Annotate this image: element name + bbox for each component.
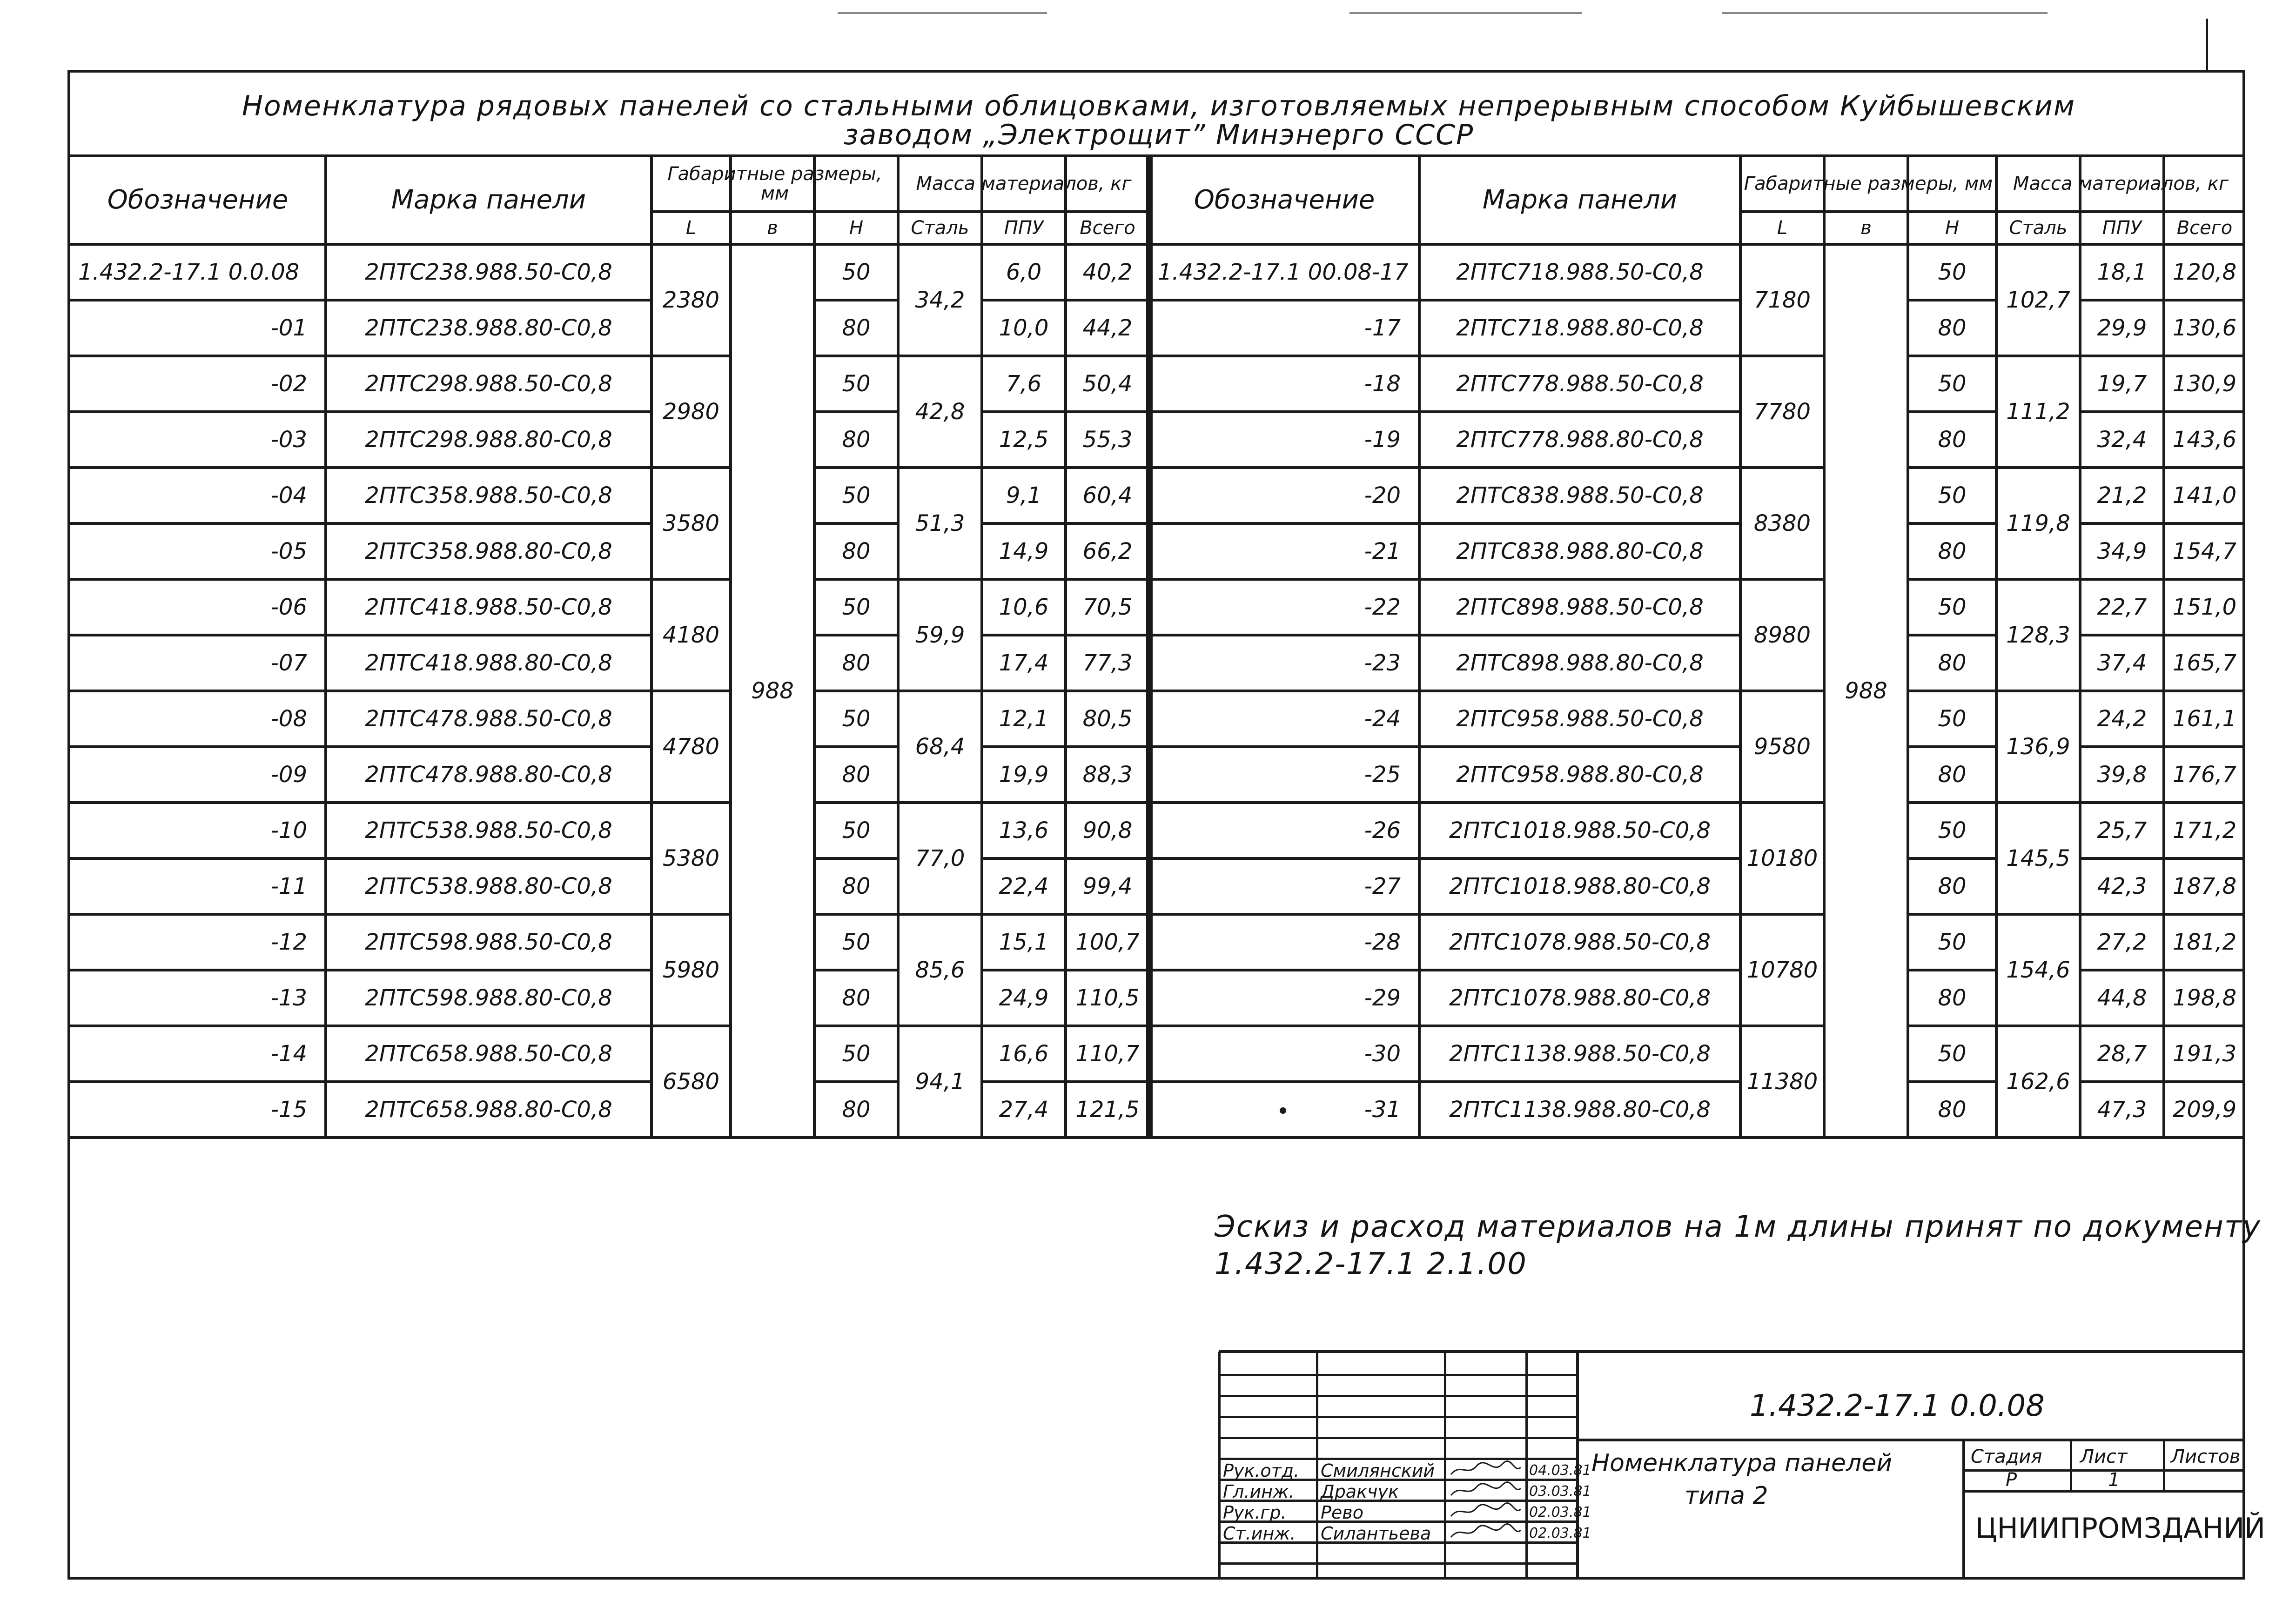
total-mass-cell: 88,3: [1082, 762, 1133, 788]
steel-mass-cell: 154,6: [2006, 957, 2070, 983]
right-header-H: Н: [1945, 217, 1960, 239]
signature-mark: [1449, 1460, 1523, 1479]
total-mass-cell: 55,3: [1082, 427, 1133, 453]
stamp-rule: [1219, 1395, 1578, 1397]
left-header-ppu: ППУ: [1004, 217, 1044, 239]
steel-mass-cell: 34,2: [915, 287, 965, 313]
panel-mark-cell: 2ПТС238.988.80-С0,8: [365, 315, 612, 341]
ppu-cell: 9,1: [1006, 482, 1042, 509]
left-header-vsego: Всего: [1080, 217, 1135, 239]
signer-name: Рево: [1321, 1502, 1363, 1523]
ppu-cell: 22,7: [2097, 594, 2147, 620]
list-label: Лист: [2080, 1446, 2128, 1467]
ppu-cell: 15,1: [999, 929, 1049, 955]
sign-date: 04.03.81: [1529, 1462, 1591, 1479]
ppu-cell: 24,2: [2097, 706, 2147, 732]
ppu-cell: 12,5: [999, 427, 1049, 453]
total-mass-cell: 198,8: [2172, 985, 2237, 1011]
ppu-cell: 28,7: [2097, 1041, 2147, 1067]
panel-mark-cell: 2ПТС1138.988.50-С0,8: [1449, 1041, 1711, 1067]
designation-cell: -20: [1364, 482, 1401, 509]
panel-mark-cell: 2ПТС718.988.80-С0,8: [1456, 315, 1704, 341]
left-header-B: в: [767, 217, 778, 239]
steel-mass-cell: 94,1: [915, 1069, 965, 1095]
signer-name: Дракчук: [1321, 1481, 1399, 1502]
length-cell: 5980: [662, 957, 720, 983]
height-cell: 50: [1938, 594, 1967, 620]
total-mass-cell: 161,1: [2172, 706, 2237, 732]
signature-mark: [1449, 1481, 1523, 1500]
ppu-cell: 22,4: [999, 873, 1049, 899]
height-cell: 50: [842, 594, 871, 620]
panel-mark-cell: 2ПТС298.988.50-С0,8: [365, 371, 612, 397]
right-header-massa: Масса материалов, кг: [2013, 173, 2229, 194]
designation-cell: -26: [1364, 817, 1401, 844]
total-mass-cell: 141,0: [2172, 482, 2237, 509]
height-cell: 80: [1938, 985, 1967, 1011]
ppu-cell: 14,9: [999, 538, 1049, 564]
length-cell: 4180: [662, 622, 720, 648]
left-header-oboznachenie: Обозначение: [107, 184, 289, 215]
steel-mass-cell: 145,5: [2006, 845, 2070, 871]
stamp-rule: [1219, 1562, 1578, 1565]
steel-mass-cell: 102,7: [2006, 287, 2070, 313]
panel-mark-cell: 2ПТС838.988.50-С0,8: [1456, 482, 1704, 509]
designation-cell: -09: [270, 762, 307, 788]
stamp-rule: [1962, 1440, 1965, 1580]
length-cell: 11380: [1746, 1069, 1818, 1095]
signer-name: Силантьева: [1321, 1523, 1431, 1544]
ppu-cell: 10,0: [999, 315, 1049, 341]
steel-mass-cell: 51,3: [915, 510, 965, 536]
sheet-corner-mark: [2206, 19, 2208, 70]
total-mass-cell: 99,4: [1082, 873, 1133, 899]
stamp-rule: [1219, 1458, 1578, 1460]
height-cell: 80: [842, 650, 871, 676]
total-mass-cell: 110,7: [1075, 1041, 1140, 1067]
panel-mark-cell: 2ПТС478.988.80-С0,8: [365, 762, 612, 788]
panel-mark-cell: 2ПТС478.988.50-С0,8: [365, 706, 612, 732]
total-mass-cell: 90,8: [1082, 817, 1133, 844]
height-cell: 50: [1938, 259, 1967, 285]
ppu-cell: 7,6: [1006, 371, 1042, 397]
sheet-top-edge: [1722, 12, 2048, 14]
stamp-rule: [1219, 1374, 1578, 1376]
right-header-gabarit: Габаритные размеры, мм: [1744, 173, 1993, 194]
total-mass-cell: 120,8: [2172, 259, 2237, 285]
total-mass-cell: 66,2: [1082, 538, 1133, 564]
panel-mark-cell: 2ПТС658.988.50-С0,8: [365, 1041, 612, 1067]
designation-cell: -15: [270, 1097, 307, 1123]
height-cell: 80: [842, 1097, 871, 1123]
panel-mark-cell: 2ПТС778.988.80-С0,8: [1456, 427, 1704, 453]
right-header-stal: Сталь: [2009, 217, 2068, 239]
sign-date: 02.03.81: [1529, 1525, 1591, 1541]
document-number: 1.432.2-17.1 0.0.08: [1750, 1389, 2045, 1423]
length-cell: 10180: [1746, 845, 1818, 871]
height-cell: 50: [842, 371, 871, 397]
designation-cell: -22: [1364, 594, 1401, 620]
designation-cell: -24: [1364, 706, 1401, 732]
total-mass-cell: 187,8: [2172, 873, 2237, 899]
ppu-cell: 39,8: [2097, 762, 2147, 788]
ppu-cell: 16,6: [999, 1041, 1049, 1067]
panel-mark-cell: 2ПТС838.988.80-С0,8: [1456, 538, 1704, 564]
width-cell: 988: [1845, 678, 1887, 704]
panel-mark-cell: 2ПТС658.988.80-С0,8: [365, 1097, 612, 1123]
total-mass-cell: 143,6: [2172, 427, 2237, 453]
steel-mass-cell: 77,0: [915, 845, 965, 871]
panel-mark-cell: 2ПТС538.988.50-С0,8: [365, 817, 612, 844]
steel-mass-cell: 85,6: [915, 957, 965, 983]
height-cell: 80: [1938, 762, 1967, 788]
total-mass-cell: 44,2: [1082, 315, 1133, 341]
panel-mark-cell: 2ПТС1138.988.80-С0,8: [1449, 1097, 1711, 1123]
designation-cell: -06: [270, 594, 307, 620]
ppu-cell: 19,9: [999, 762, 1049, 788]
height-cell: 50: [842, 1041, 871, 1067]
signer-name: Смилянский: [1321, 1460, 1435, 1481]
total-mass-cell: 165,7: [2172, 650, 2237, 676]
panel-mark-cell: 2ПТС238.988.50-С0,8: [365, 259, 612, 285]
ppu-cell: 47,3: [2097, 1097, 2147, 1123]
total-mass-cell: 181,2: [2172, 929, 2237, 955]
panel-mark-cell: 2ПТС898.988.50-С0,8: [1456, 594, 1704, 620]
signature-mark: [1449, 1502, 1523, 1521]
height-cell: 80: [1938, 427, 1967, 453]
total-mass-cell: 130,6: [2172, 315, 2237, 341]
length-cell: 7780: [1753, 399, 1811, 425]
total-mass-cell: 171,2: [2172, 817, 2237, 844]
designation-cell: -05: [270, 538, 307, 564]
ppu-cell: 6,0: [1006, 259, 1042, 285]
ppu-cell: 32,4: [2097, 427, 2147, 453]
total-mass-cell: 121,5: [1075, 1097, 1140, 1123]
listov-label: Листов: [2171, 1446, 2241, 1467]
total-mass-cell: 151,0: [2172, 594, 2237, 620]
designation-cell: -02: [270, 371, 307, 397]
right-header-marka: Марка панели: [1482, 184, 1678, 215]
designation-cell: -07: [270, 650, 307, 676]
height-cell: 80: [842, 873, 871, 899]
height-cell: 50: [842, 929, 871, 955]
length-cell: 3580: [662, 510, 720, 536]
panel-mark-cell: 2ПТС598.988.80-С0,8: [365, 985, 612, 1011]
length-cell: 6580: [662, 1069, 720, 1095]
panel-mark-cell: 2ПТС1018.988.80-С0,8: [1449, 873, 1711, 899]
height-cell: 50: [1938, 1041, 1967, 1067]
designation-cell: -13: [270, 985, 307, 1011]
note-line-2: 1.432.2-17.1 2.1.00: [1215, 1247, 1527, 1281]
height-cell: 80: [1938, 650, 1967, 676]
ppu-cell: 18,1: [2097, 259, 2147, 285]
stamp-top-rule: [1219, 1350, 2245, 1353]
ppu-cell: 34,9: [2097, 538, 2147, 564]
sheet-top-edge: [838, 12, 1047, 14]
total-mass-cell: 40,2: [1082, 259, 1133, 285]
height-cell: 80: [1938, 873, 1967, 899]
designation-cell: -04: [270, 482, 307, 509]
steel-mass-cell: 162,6: [2006, 1069, 2070, 1095]
stamp-rule: [1525, 1352, 1528, 1580]
total-mass-cell: 100,7: [1075, 929, 1140, 955]
note-line-1: Эскиз и расход материалов на 1м длины принят по документу: [1215, 1210, 2261, 1244]
total-mass-cell: 191,3: [2172, 1041, 2237, 1067]
sign-date: 03.03.81: [1529, 1483, 1591, 1500]
panel-mark-cell: 2ПТС418.988.50-С0,8: [365, 594, 612, 620]
panel-mark-cell: 2ПТС538.988.80-С0,8: [365, 873, 612, 899]
panel-mark-cell: 2ПТС1018.988.50-С0,8: [1449, 817, 1711, 844]
marker-dot: [1280, 1107, 1286, 1114]
left-header-L: L: [685, 217, 697, 239]
left-header-H: Н: [849, 217, 864, 239]
ppu-cell: 19,7: [2097, 371, 2147, 397]
total-mass-cell: 60,4: [1082, 482, 1133, 509]
stadia-label: Стадия: [1971, 1446, 2042, 1467]
height-cell: 50: [842, 259, 871, 285]
panel-mark-cell: 2ПТС1078.988.50-С0,8: [1449, 929, 1711, 955]
height-cell: 50: [1938, 371, 1967, 397]
designation-cell: 1.432.2-17.1 0.0.08: [78, 259, 300, 285]
ppu-cell: 25,7: [2097, 817, 2147, 844]
panel-mark-cell: 2ПТС1078.988.80-С0,8: [1449, 985, 1711, 1011]
height-cell: 50: [1938, 706, 1967, 732]
panel-mark-cell: 2ПТС898.988.80-С0,8: [1456, 650, 1704, 676]
designation-cell: -28: [1364, 929, 1401, 955]
stamp-rule: [1219, 1416, 1578, 1418]
height-cell: 80: [842, 538, 871, 564]
designation-cell: -17: [1364, 315, 1401, 341]
length-cell: 5380: [662, 845, 720, 871]
height-cell: 80: [1938, 315, 1967, 341]
designation-cell: -11: [270, 873, 307, 899]
right-header-vsego: Всего: [2176, 217, 2233, 239]
panel-mark-cell: 2ПТС958.988.50-С0,8: [1456, 706, 1704, 732]
signer-role: Гл.инж.: [1223, 1481, 1295, 1502]
left-header-stal: Сталь: [911, 217, 969, 239]
designation-cell: -10: [270, 817, 307, 844]
signer-role: Рук.отд.: [1223, 1460, 1300, 1481]
length-cell: 10780: [1746, 957, 1818, 983]
stamp-number-rule: [1578, 1439, 2245, 1441]
steel-mass-cell: 59,9: [915, 622, 965, 648]
length-cell: 7180: [1753, 287, 1811, 313]
left-header-gabarit: Габаритные размеры, мм: [667, 163, 882, 204]
designation-cell: -03: [270, 427, 307, 453]
sheet-name-line-1: Номенклатура панелей: [1591, 1449, 1892, 1477]
ppu-cell: 21,2: [2097, 482, 2147, 509]
panel-mark-cell: 2ПТС958.988.80-С0,8: [1456, 762, 1704, 788]
organization-name: ЦНИИПРОМЗДАНИЙ: [1975, 1512, 2266, 1545]
total-mass-cell: 154,7: [2172, 538, 2237, 564]
designation-cell: -21: [1364, 538, 1401, 564]
ppu-cell: 27,4: [999, 1097, 1049, 1123]
panel-mark-cell: 2ПТС598.988.50-С0,8: [365, 929, 612, 955]
designation-cell: -01: [270, 315, 307, 341]
total-mass-cell: 70,5: [1082, 594, 1133, 620]
designation-cell: -25: [1364, 762, 1401, 788]
stamp-left-rule: [1218, 1352, 1221, 1580]
stamp-rule: [2163, 1440, 2165, 1491]
designation-cell: -12: [270, 929, 307, 955]
height-cell: 50: [842, 482, 871, 509]
total-mass-cell: 176,7: [2172, 762, 2237, 788]
ppu-cell: 12,1: [999, 706, 1049, 732]
designation-cell: -19: [1364, 427, 1401, 453]
length-cell: 8980: [1753, 622, 1811, 648]
signer-role: Рук.гр.: [1223, 1502, 1287, 1523]
height-cell: 50: [842, 817, 871, 844]
steel-mass-cell: 68,4: [915, 734, 965, 760]
panel-mark-cell: 2ПТС358.988.50-С0,8: [365, 482, 612, 509]
stamp-rule: [2070, 1440, 2072, 1491]
total-mass-cell: 77,3: [1082, 650, 1133, 676]
ppu-cell: 27,2: [2097, 929, 2147, 955]
right-header-B: в: [1860, 217, 1872, 239]
signer-role: Ст.инж.: [1223, 1523, 1296, 1544]
designation-cell: -14: [270, 1041, 307, 1067]
panel-mark-cell: 2ПТС298.988.80-С0,8: [365, 427, 612, 453]
length-cell: 9580: [1753, 734, 1811, 760]
length-cell: 8380: [1753, 510, 1811, 536]
height-cell: 80: [1938, 538, 1967, 564]
panel-mark-cell: 2ПТС358.988.80-С0,8: [365, 538, 612, 564]
steel-mass-cell: 128,3: [2006, 622, 2070, 648]
height-cell: 80: [842, 427, 871, 453]
panel-mark-cell: 2ПТС778.988.50-С0,8: [1456, 371, 1704, 397]
width-cell: 988: [751, 678, 794, 704]
designation-cell: -18: [1364, 371, 1401, 397]
height-cell: 50: [842, 706, 871, 732]
total-mass-cell: 110,5: [1075, 985, 1140, 1011]
right-header-oboznachenie: Обозначение: [1194, 184, 1375, 215]
height-cell: 80: [842, 985, 871, 1011]
total-mass-cell: 50,4: [1082, 371, 1133, 397]
sign-date: 02.03.81: [1529, 1504, 1591, 1520]
total-mass-cell: 80,5: [1082, 706, 1133, 732]
designation-cell: -23: [1364, 650, 1401, 676]
designation-cell: 1.432.2-17.1 00.08-17: [1158, 259, 1409, 285]
sheet-title-2: заводом „Электрощит” Минэнерго СССР: [843, 119, 1474, 151]
total-mass-cell: 209,9: [2172, 1097, 2237, 1123]
length-cell: 2380: [662, 287, 720, 313]
left-header-marka: Марка панели: [391, 184, 586, 215]
designation-cell: -08: [270, 706, 307, 732]
right-header-ppu: ППУ: [2102, 217, 2142, 239]
height-cell: 80: [842, 315, 871, 341]
ppu-cell: 37,4: [2097, 650, 2147, 676]
designation-cell: -30: [1364, 1041, 1401, 1067]
stamp-rule: [1219, 1437, 1578, 1439]
ppu-cell: 10,6: [999, 594, 1049, 620]
list-value: 1: [2108, 1469, 2120, 1491]
steel-mass-cell: 111,2: [2006, 399, 2070, 425]
ppu-cell: 13,6: [999, 817, 1049, 844]
height-cell: 50: [1938, 929, 1967, 955]
height-cell: 50: [1938, 817, 1967, 844]
length-cell: 4780: [662, 734, 720, 760]
ppu-cell: 17,4: [999, 650, 1049, 676]
steel-mass-cell: 42,8: [915, 399, 965, 425]
ppu-cell: 29,9: [2097, 315, 2147, 341]
left-header-massa: Масса материалов, кг: [916, 173, 1132, 194]
height-cell: 80: [842, 762, 871, 788]
ppu-cell: 24,9: [999, 985, 1049, 1011]
stamp-rule: [1444, 1352, 1446, 1580]
length-cell: 2980: [662, 399, 720, 425]
right-header-L: L: [1777, 217, 1788, 239]
stadia-value: Р: [2006, 1469, 2017, 1491]
height-cell: 50: [1938, 482, 1967, 509]
height-cell: 80: [1938, 1097, 1967, 1123]
designation-cell: -31: [1364, 1097, 1401, 1123]
steel-mass-cell: 119,8: [2006, 510, 2070, 536]
total-mass-cell: 130,9: [2172, 371, 2237, 397]
signature-mark: [1449, 1523, 1523, 1542]
panel-mark-cell: 2ПТС718.988.50-С0,8: [1456, 259, 1704, 285]
stamp-rule: [1316, 1352, 1318, 1580]
panel-mark-cell: 2ПТС418.988.80-С0,8: [365, 650, 612, 676]
ppu-cell: 42,3: [2097, 873, 2147, 899]
designation-cell: -27: [1364, 873, 1401, 899]
ppu-cell: 44,8: [2097, 985, 2147, 1011]
sheet-name-line-2: типа 2: [1685, 1482, 1768, 1510]
steel-mass-cell: 136,9: [2006, 734, 2070, 760]
sheet-title: Номенклатура рядовых панелей со стальными облицовками, изготовляемых непрерывным способом Куйбышевским: [242, 90, 2076, 122]
designation-cell: -29: [1364, 985, 1401, 1011]
sheet-top-edge: [1349, 12, 1582, 14]
